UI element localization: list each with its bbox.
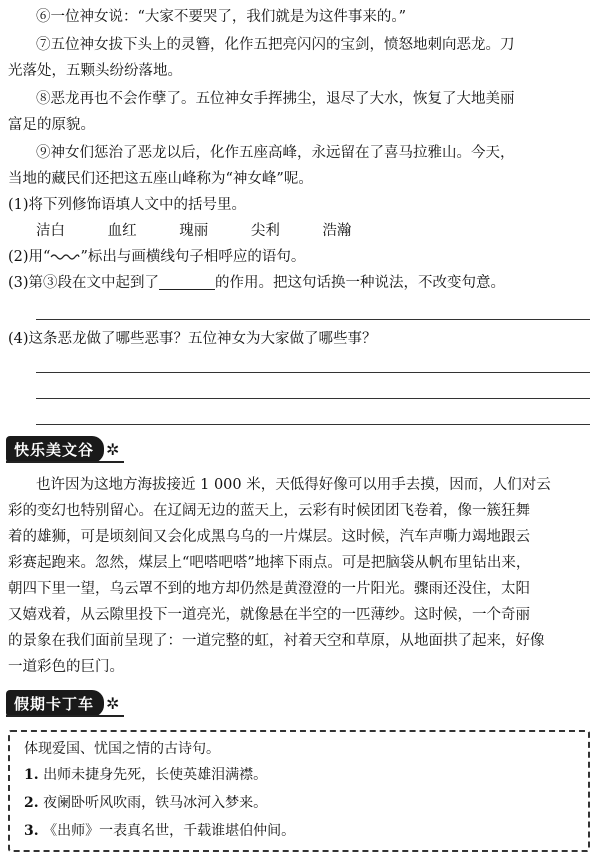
question-3 (8, 274, 505, 293)
reading-line: 一道彩色的巨门。 (8, 659, 124, 675)
reading-line: 的景象在我们面前呈现了：一道完整的虹，衬着天空和草原，从地面拱了起来，好像 (8, 633, 545, 649)
poem-item (24, 794, 267, 812)
paragraph-9-line1: ⑨神女们惩治了恶龙以后，化作五座高峰，永远留在了喜马拉雅山。今天， (36, 145, 515, 161)
divider (6, 715, 124, 717)
paragraph-7-line1: ⑦五位神女拔下头上的灵簪，化作五把亮闪闪的宝剑，愤怒地刺向恶龙。刀 (36, 37, 515, 53)
question-4: (4)这条恶龙做了哪些恶事？五位神女为大家做了哪些事？ (8, 331, 377, 347)
reading-line: 着的雄狮，可是顷刻间又会化成黑乌乌的一片煤层。这时候，汽车声嘶力竭地跟云 (8, 529, 530, 545)
question-1-options (36, 222, 389, 241)
section-title: 快乐美文谷 (6, 436, 104, 463)
paragraph-8-line2: 富足的原貌。 (8, 117, 95, 133)
poem-number: 3. (24, 823, 39, 839)
reading-line: 彩的变幻也特别留心。在辽阔无边的蓝天上，云彩有时候团团飞卷着，像一簇狂舞 (8, 503, 530, 519)
option-word: 血红 (107, 223, 137, 239)
poem-item (24, 766, 267, 784)
question-3-prefix: (3)第③段在文中起到了 (8, 275, 160, 291)
answer-line[interactable] (36, 319, 590, 320)
option-word: 洁白 (36, 223, 65, 239)
paragraph-9-line2: 当地的藏民们还把这五座山峰称为“神女峰”呢。 (8, 171, 313, 187)
reading-line: 也许因为这地方海拔接近 1 000 米，天低得好像可以用手去摸，因而，人们对云 (36, 477, 551, 493)
answer-blank[interactable] (159, 275, 215, 290)
reading-line: 彩赛起跑来。忽然，煤层上“吧嗒吧嗒”地摔下雨点。可是把脑袋从帆布里钻出来， (8, 555, 531, 571)
question-3-suffix: 的作用。把这句话换一种说法，不改变句意。 (215, 275, 506, 291)
poem-item (24, 822, 295, 840)
poem-box-heading: 体现爱国、忧国之情的古诗句。 (24, 741, 220, 757)
reading-line: 又嬉戏着，从云隙里投下一道亮光，就像悬在半空的一匹薄纱。这时候，一个奇丽 (8, 607, 530, 623)
sparkle-icon: ✲ (106, 693, 120, 713)
reading-line: 朝四下里一望，乌云罩不到的地方却仍然是黄澄澄的一片阳光。骤雨还没住，太阳 (8, 581, 530, 597)
paragraph-7-line2: 光落处，五颗头纷纷落地。 (8, 63, 182, 79)
option-word: 尖利 (250, 223, 280, 239)
poem-text: 《出师》一表真名世，千载谁堪伯仲间。 (43, 823, 296, 839)
section-banner-reading (6, 436, 119, 462)
section-title: 假期卡丁车 (6, 690, 104, 717)
poem-number: 2. (24, 795, 39, 811)
option-word: 浩瀚 (322, 223, 352, 239)
question-1: (1)将下列修饰语填人文中的括号里。 (8, 197, 247, 213)
poem-text: 出师未捷身先死，长使英雄泪满襟。 (43, 767, 268, 783)
paragraph-6: ⑥一位神女说：“大家不要哭了，我们就是为这件事来的。” (36, 9, 407, 25)
question-2 (8, 248, 305, 267)
poem-number: 1. (24, 767, 39, 783)
sparkle-icon: ✲ (106, 439, 120, 459)
answer-line[interactable] (36, 372, 590, 373)
question-2-prefix: (2)用“ (8, 249, 51, 265)
answer-line[interactable] (36, 424, 590, 425)
poem-text: 夜阑卧听风吹雨，铁马冰河入梦来。 (43, 795, 268, 811)
option-word: 瑰丽 (179, 223, 209, 239)
divider (6, 461, 124, 463)
wavy-underline-icon (50, 252, 80, 262)
answer-line[interactable] (36, 398, 590, 399)
section-banner-holiday (6, 690, 119, 716)
paragraph-8-line1: ⑧恶龙再也不会作孽了。五位神女手挥拂尘，退尽了大水，恢复了大地美丽 (36, 91, 515, 107)
question-2-suffix: ”标出与画横线句子相呼应的语句。 (80, 249, 306, 265)
